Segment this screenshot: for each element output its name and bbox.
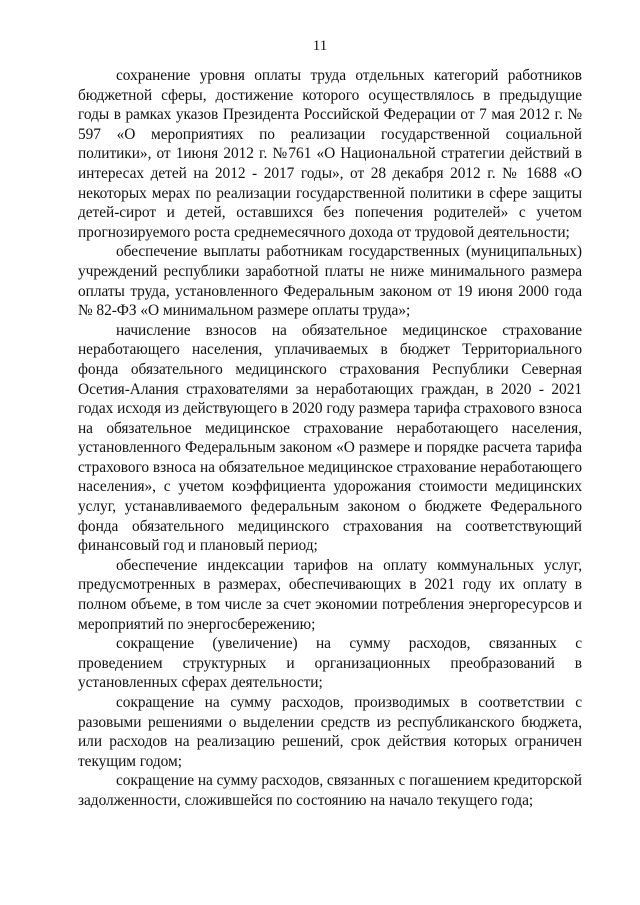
paragraph-utility-tariffs: обеспечение индексации тарифов на оплату коммунальных услуг, предусмотренных в размерах, обеспечивающих в 2021 году их оплату в полном объеме, в том числе за счет экономии потребления энергоресурсов и мероприятий по энергосбережению; xyxy=(78,556,582,633)
paragraph-structural-changes: сокращение (увеличение) на сумму расходов, связанных с проведением структурных и организационных преобразований в установленных сферах деятельности; xyxy=(78,635,582,692)
paragraph-accounts-payable: сокращение на сумму расходов, связанных с погашением кредиторской задолженности, сложившейся по состоянию на начало текущего года; xyxy=(78,772,582,809)
paragraph-one-time-decisions: сокращение на сумму расходов, производимых в соответствии с разовыми решениями о выделении средств из республиканского бюджета, или расходов на реализацию решений, срок действия которых ограничен текущим годом; xyxy=(78,694,582,770)
page-number: 11 xyxy=(312,38,328,54)
paragraph-salary-level: сохранение уровня оплаты труда отдельных категорий работников бюджетной сферы, достижение которого осуществлялось в предыдущие годы в рамках указов Президента Российской Федерации от 7 мая 2012 г. № 597 «О мероприятиях по реализации государственной социальной политики», от 1июня 2012 г. №761 «О Национальной стратегии действий в интересах детей на 2012 - 2017 годы», от 28 декабря 2012 г. № 1688 «О некоторых мерах по реализации государственной политики в сфере защиты детей-сирот и детей, оставшихся без попечения родителей» с учетом прогнозируемого роста среднемесячного дохода от трудовой деятельности; xyxy=(78,67,582,241)
body-text xyxy=(78,66,582,811)
paragraph-medical-insurance: начисление взносов на обязательное медицинское страхование неработающего населения, уплачиваемых в бюджет Территориального фонда обязательного медицинского страхования Республики Северная Осетия-Алания страхователями за неработающих граждан, в 2020 - 2021 годах исходя из действующего в 2020 году размера тарифа страхового взноса на обязательное медицинское страхование неработающего населения, установленного Федеральным законом «О размере и порядке расчета тарифа страхового взноса на обязательное медицинское страхование неработающего населения», с учетом коэффициента удорожания стоимости медицинских услуг, устанавливаемого федеральным законом о бюджете Федерального фонда обязательного медицинского страхования на соответствующий финансовый год и плановый период; xyxy=(78,321,582,555)
paragraph-minimum-wage: обеспечение выплаты работникам государственных (муниципальных) учреждений республики заработной платы не ниже минимального размера оплаты труда, установленного Федеральным законом от 19 июня 2000 года № 82-ФЗ «О минимальном размере оплаты труда»; xyxy=(78,243,582,320)
